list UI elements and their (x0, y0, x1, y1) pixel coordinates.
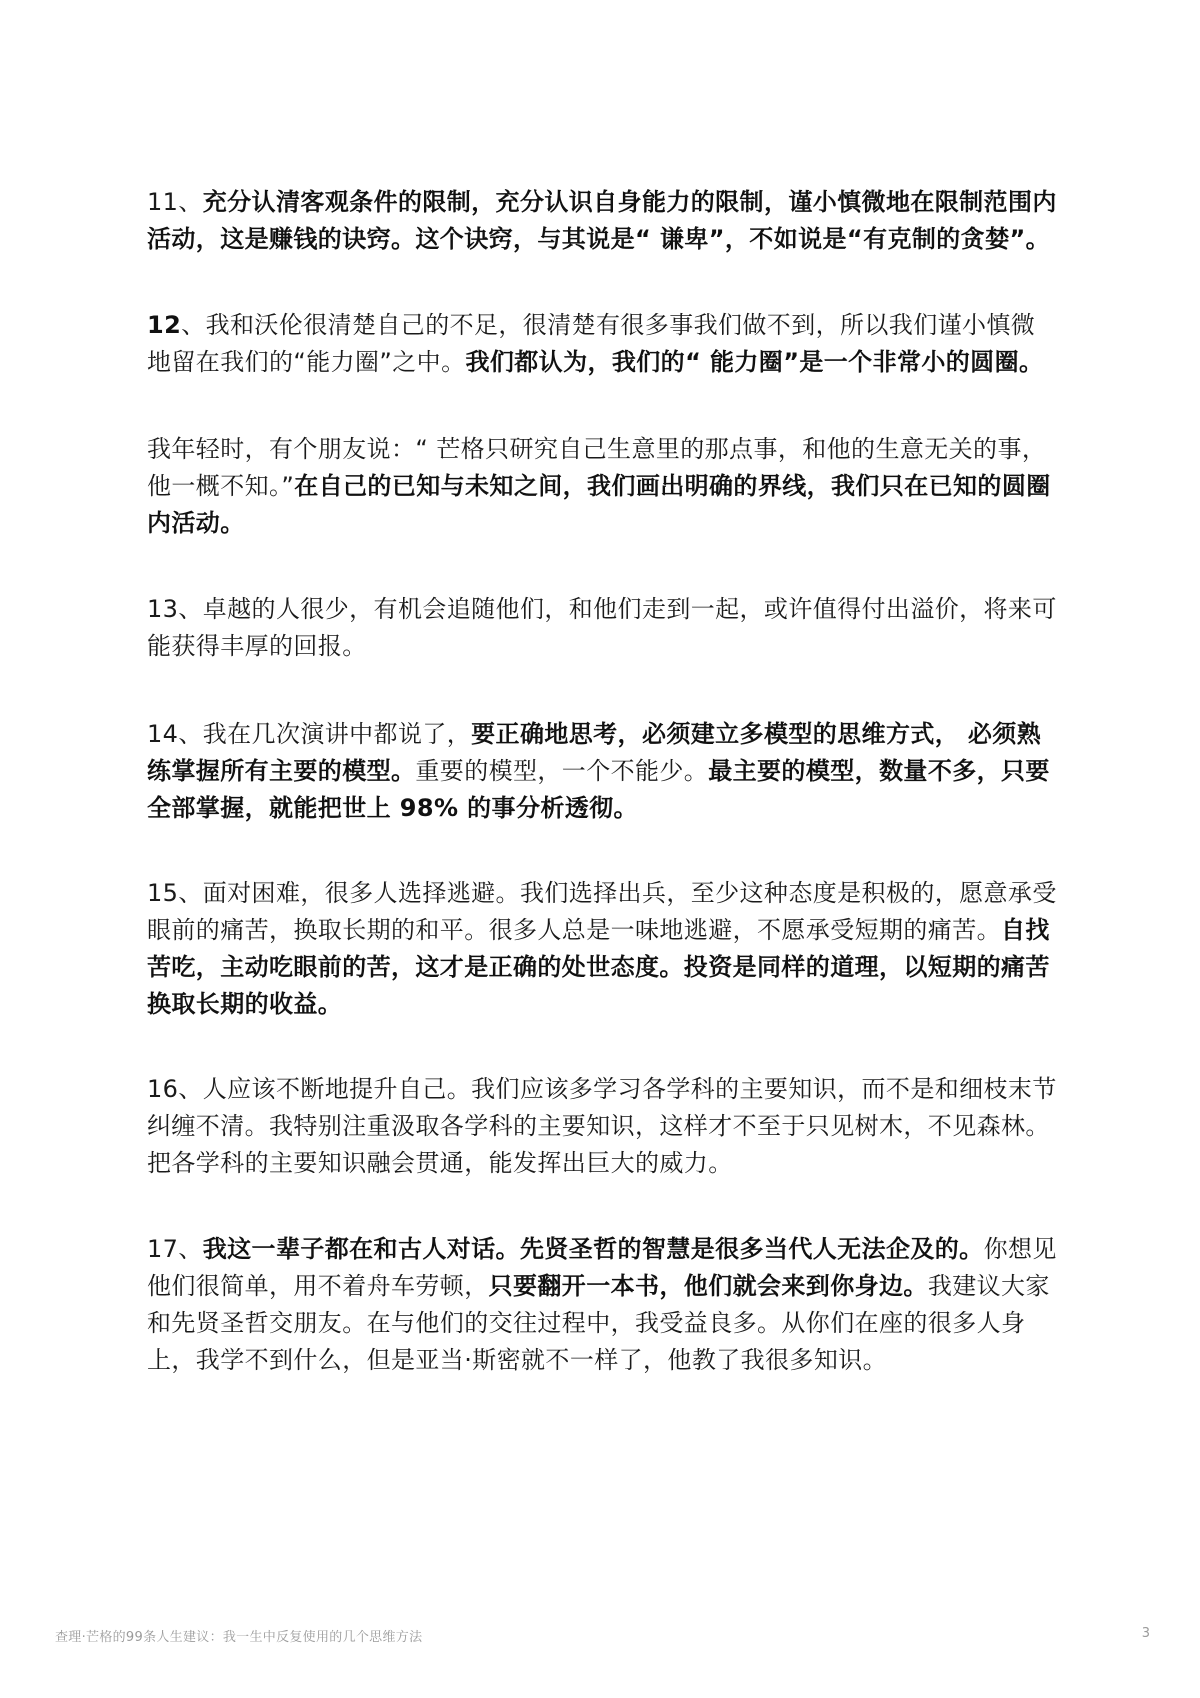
body-text: 17、 (147, 1235, 203, 1263)
emphasis-text: 我这一辈子都在和古人对话。先贤圣哲的智慧是很多当代人无法企及的。 (202, 1235, 984, 1263)
emphasis-text: 12 (147, 311, 182, 339)
body-text: 15、面对困难，很多人选择逃避。我们选择出兵，至少这种态度是积极的，愿意承受眼前的痛苦，换取长期的和平。很多人总是一味地逃避，不愿承受短期的痛苦。 (147, 879, 1057, 944)
body-text: 重要的模型，一个不能少。 (415, 757, 709, 785)
paragraph-17 (147, 1231, 1059, 1379)
paragraph-11 (147, 184, 1059, 258)
body-text: 11、 (147, 188, 203, 216)
footer-book-title: 查理·芒格的99条人生建议：我一生中反复使用的几个思维方法 (55, 1630, 423, 1645)
paragraph-14 (147, 716, 1059, 827)
paragraph-12 (147, 307, 1059, 381)
footer-page-number: 3 (1141, 1626, 1150, 1641)
body-text: 你想见他们很简单，用不着舟车劳顿， (147, 1235, 1057, 1300)
paragraph-16 (147, 1071, 1059, 1182)
paragraph-13 (147, 591, 1059, 665)
paragraph-12-continued (147, 431, 1059, 542)
body-text: 我建议大家和先贤圣哲交朋友。在与他们的交往过程中，我受益良多。从你们在座的很多人身上，我学不到什么，但是亚当·斯密就不一样了，他教了我很多知识。 (147, 1272, 1050, 1374)
emphasis-text: 在自己的已知与未知之间，我们画出明确的界线，我们只在已知的圆圈内活动。 (147, 472, 1051, 537)
paragraph-15 (147, 875, 1059, 1023)
emphasis-text: 我们都认为，我们的“ 能力圈”是一个非常小的圆圈。 (465, 348, 1044, 376)
emphasis-text: 充分认清客观条件的限制，充分认识自身能力的限制，谨小慎微地在限制范围内活动，这是赚钱的诀窍。这个诀窍，与其说是“ 谦卑”，不如说是“有克制的贪婪”。 (147, 188, 1057, 253)
emphasis-text: 只要翻开一本书，他们就会来到你身边。 (488, 1272, 928, 1300)
body-text: 13、卓越的人很少，有机会追随他们，和他们走到一起，或许值得付出溢价，将来可能获得丰厚的回报。 (147, 595, 1057, 660)
body-text: 14、我在几次演讲中都说了， (147, 720, 472, 748)
body-text: 我年轻时，有个朋友说：“ 芒格只研究自己生意里的那点事，和他的生意无关的事，他一概不知。” (147, 435, 1047, 500)
emphasis-text: 要正确地思考，必须建立多模型的思维方式， 必须熟练掌握所有主要的模型。 (147, 720, 1042, 785)
emphasis-text: 自找苦吃，主动吃眼前的苦，这才是正确的处世态度。投资是同样的道理，以短期的痛苦换取长期的收益。 (147, 916, 1050, 1018)
body-text: 、我和沃伦很清楚自己的不足，很清楚有很多事我们做不到，所以我们谨小慎微地留在我们的“能力圈”之中。 (147, 311, 1036, 376)
emphasis-text: 最主要的模型，数量不多，只要全部掌握，就能把世上 98% 的事分析透彻。 (147, 757, 1050, 822)
body-text: 16、人应该不断地提升自己。我们应该多学习各学科的主要知识，而不是和细枝末节纠缠不清。我特别注重汲取各学科的主要知识，这样才不至于只见树木，不见森林。把各学科的主要知识融会贯通，能发挥出巨大的威力。 (147, 1075, 1057, 1177)
